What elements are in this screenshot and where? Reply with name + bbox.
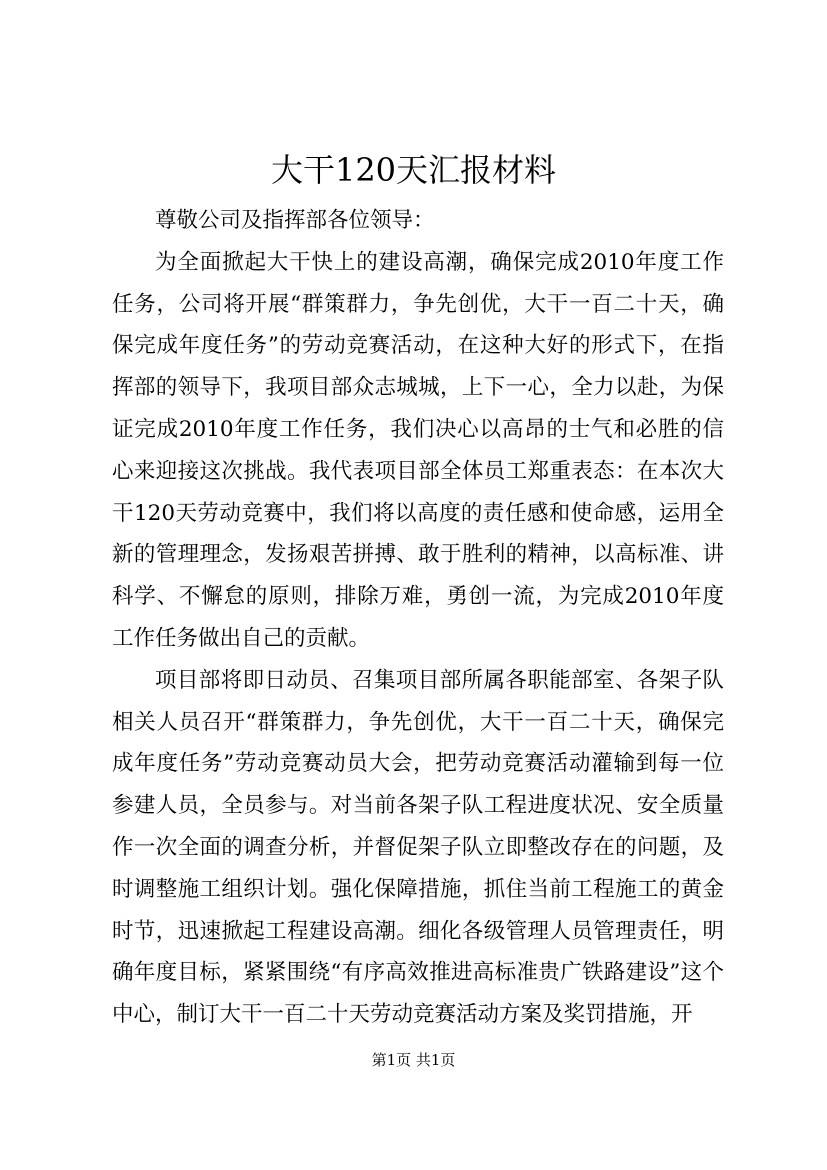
salutation: 尊敬公司及指挥部各位领导： bbox=[155, 208, 435, 233]
paragraph-2: 项目部将即日动员、召集项目部所属各职能部室、各架子队相关人员召开“群策群力，争先创优，大干一百二十天，确保完成年度任务”劳动竞赛动员大会，把劳动竞赛活动灌输到每一位参建人员，全员参与。对当前各架子队工程进度状况、安全质量作一次全面的调查分析，并督促架子队立即整改存在的问题，及时调整施工组织计划。强化保障措施，抓住当前工程施工的黄金时节，迅速掀起工程建设高潮。细化各级管理人员管理责任，明确年度目标，紧紧围绕“有序高效推进高标准贵广铁路建设”这个中心，制订大干一百二十天劳动竞赛活动方案及奖罚措施，开 bbox=[112, 667, 724, 1028]
page-footer: 第1页 共1页 bbox=[371, 1051, 456, 1069]
paragraph-1: 为全面掀起大干快上的建设高潮，确保完成2010年度工作任务，公司将开展“群策群力，争先创优，大干一百二十天，确保完成年度任务”的劳动竞赛活动，在这种大好的形式下，在指挥部的领导下，我项目部众志城城，上下一心，全力以赴，为保证完成2010年度工作任务，我们决心以高昂的士气和必胜的信心来迎接这次挑战。我代表项目部全体员工郑重表态：在本次大干120天劳动竞赛中，我们将以高度的责任感和使命感，运用全新的管理理念，发扬艰苦拼搏、敢于胜利的精神，以高标准、讲科学、不懈怠的原则，排除万难，勇创一流，为完成2010年度工作任务做出自己的贡献。 bbox=[112, 249, 724, 651]
document-title: 大干120天汇报材料 bbox=[270, 151, 557, 189]
document-body bbox=[112, 200, 724, 1036]
